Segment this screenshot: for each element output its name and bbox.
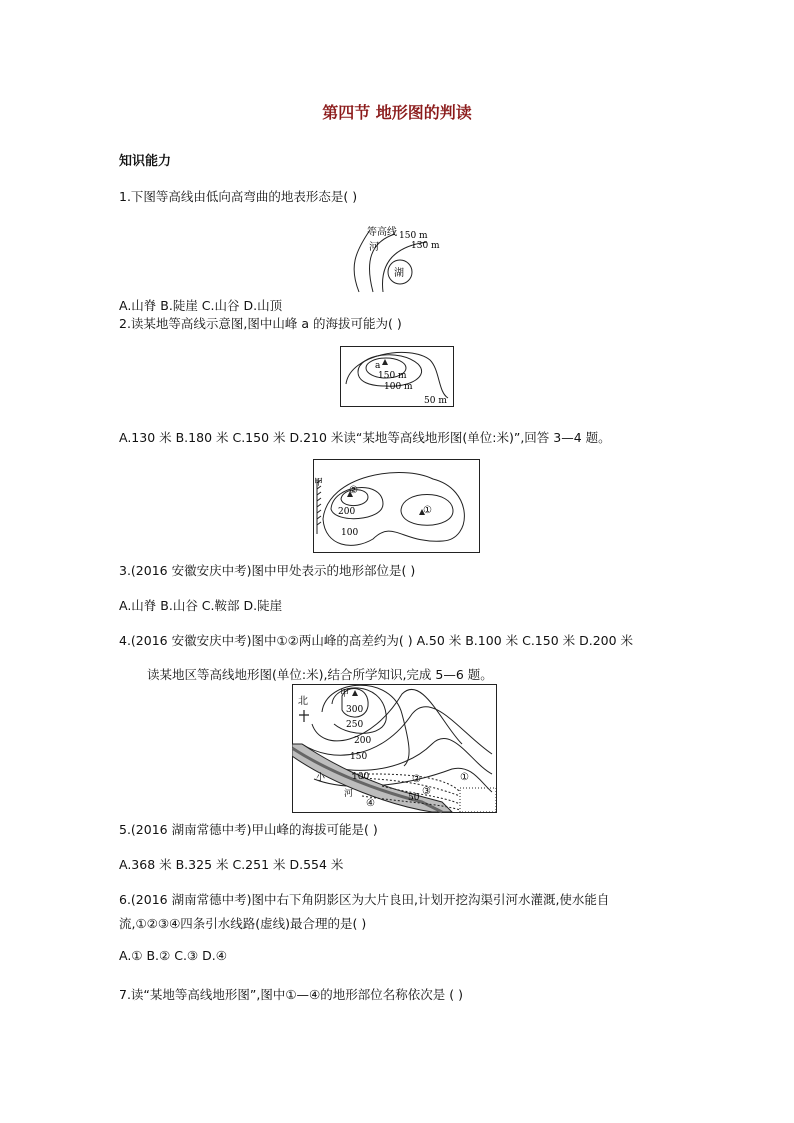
question-1-options: A.山脊 B.陡崖 C.山谷 D.山顶 bbox=[119, 298, 283, 313]
fig56-100-label: 100 bbox=[352, 772, 370, 782]
q1-river-label: 河 bbox=[369, 242, 379, 253]
fig34-100-label: 100 bbox=[341, 528, 359, 538]
q2-peak-a-label: a bbox=[375, 361, 381, 371]
fig34-200-label: 200 bbox=[338, 507, 356, 517]
q2-50-label: 50 m bbox=[424, 396, 447, 406]
q2-100-label: 100 m bbox=[384, 382, 413, 392]
fig34-jia-label: 甲 bbox=[314, 478, 324, 488]
fig56-300-label: 300 bbox=[346, 705, 364, 715]
question-2-stem: 2.读某地等高线示意图,图中山峰 a 的海拔可能为( ) bbox=[119, 316, 402, 331]
question-6-stem-line-1: 6.(2016 湖南常德中考)图中右下角阴影区为大片良田,计划开挖沟渠引河水灌溉,使水能自 bbox=[119, 892, 610, 907]
question-2-options: A.130 米 B.180 米 C.150 米 D.210 米读“某地等高线地形图(单位:米)”,回答 3—4 题。 bbox=[119, 430, 611, 445]
question-4-stem: 4.(2016 安徽安庆中考)图中①②两山峰的高差约为( ) A.50 米 B.100 米 C.150 米 D.200 米 bbox=[119, 633, 634, 648]
figure-3-4 bbox=[313, 459, 481, 554]
fig56-50-label: 50 bbox=[408, 793, 420, 803]
question-5-stem: 5.(2016 湖南常德中考)甲山峰的海拔可能是( ) bbox=[119, 822, 378, 837]
question-5-options: A.368 米 B.325 米 C.251 米 D.554 米 bbox=[119, 857, 344, 872]
fig56-route-4-label: ④ bbox=[366, 798, 375, 809]
section-heading: 知识能力 bbox=[119, 154, 172, 169]
fig56-250-label: 250 bbox=[346, 720, 364, 730]
q1-lake-label: 湖 bbox=[394, 268, 404, 279]
fig56-route-3-label: ③ bbox=[422, 786, 431, 797]
intro-questions-5-6: 读某地区等高线地形图(单位:米),结合所学知识,完成 5—6 题。 bbox=[147, 667, 493, 682]
fig56-200-label: 200 bbox=[354, 736, 372, 746]
fig34-peak-1-label: ① bbox=[423, 505, 432, 516]
fig34-peak-2-label: ② bbox=[349, 485, 358, 496]
fig56-he-label: 河 bbox=[344, 789, 354, 799]
fig56-150-label: 150 bbox=[350, 752, 368, 762]
fig56-xiao-label: 小 bbox=[316, 773, 326, 783]
q1-130-label: 130 m bbox=[411, 241, 440, 251]
question-1-figure bbox=[345, 222, 465, 294]
question-1-stem: 1.下图等高线由低向高弯曲的地表形态是( ) bbox=[119, 189, 358, 204]
figure-5-6 bbox=[292, 684, 498, 814]
question-3-options: A.山脊 B.山谷 C.鞍部 D.陡崖 bbox=[119, 598, 283, 613]
question-6-options: A.① B.② C.③ D.④ bbox=[119, 948, 227, 963]
q2-150-label: 150 m bbox=[378, 371, 407, 381]
fig56-north-label: 北 bbox=[298, 696, 308, 707]
fig56-jia-label: 甲 bbox=[340, 689, 350, 699]
question-3-stem: 3.(2016 安徽安庆中考)图中甲处表示的地形部位是( ) bbox=[119, 563, 416, 578]
fig56-route-1-label: ① bbox=[460, 772, 469, 783]
question-6-stem-line-2: 流,①②③④四条引水线路(虚线)最合理的是( ) bbox=[119, 916, 367, 931]
question-2-figure bbox=[340, 346, 455, 408]
q1-150-label: 150 m bbox=[399, 231, 428, 241]
fig56-route-2-label: ② bbox=[412, 774, 421, 785]
question-7-stem: 7.读“某地等高线地形图”,图中①—④的地形部位名称依次是 ( ) bbox=[119, 987, 463, 1002]
page-title: 第四节 地形图的判读 bbox=[322, 103, 472, 122]
q1-contour-label: 等高线 bbox=[367, 227, 397, 238]
